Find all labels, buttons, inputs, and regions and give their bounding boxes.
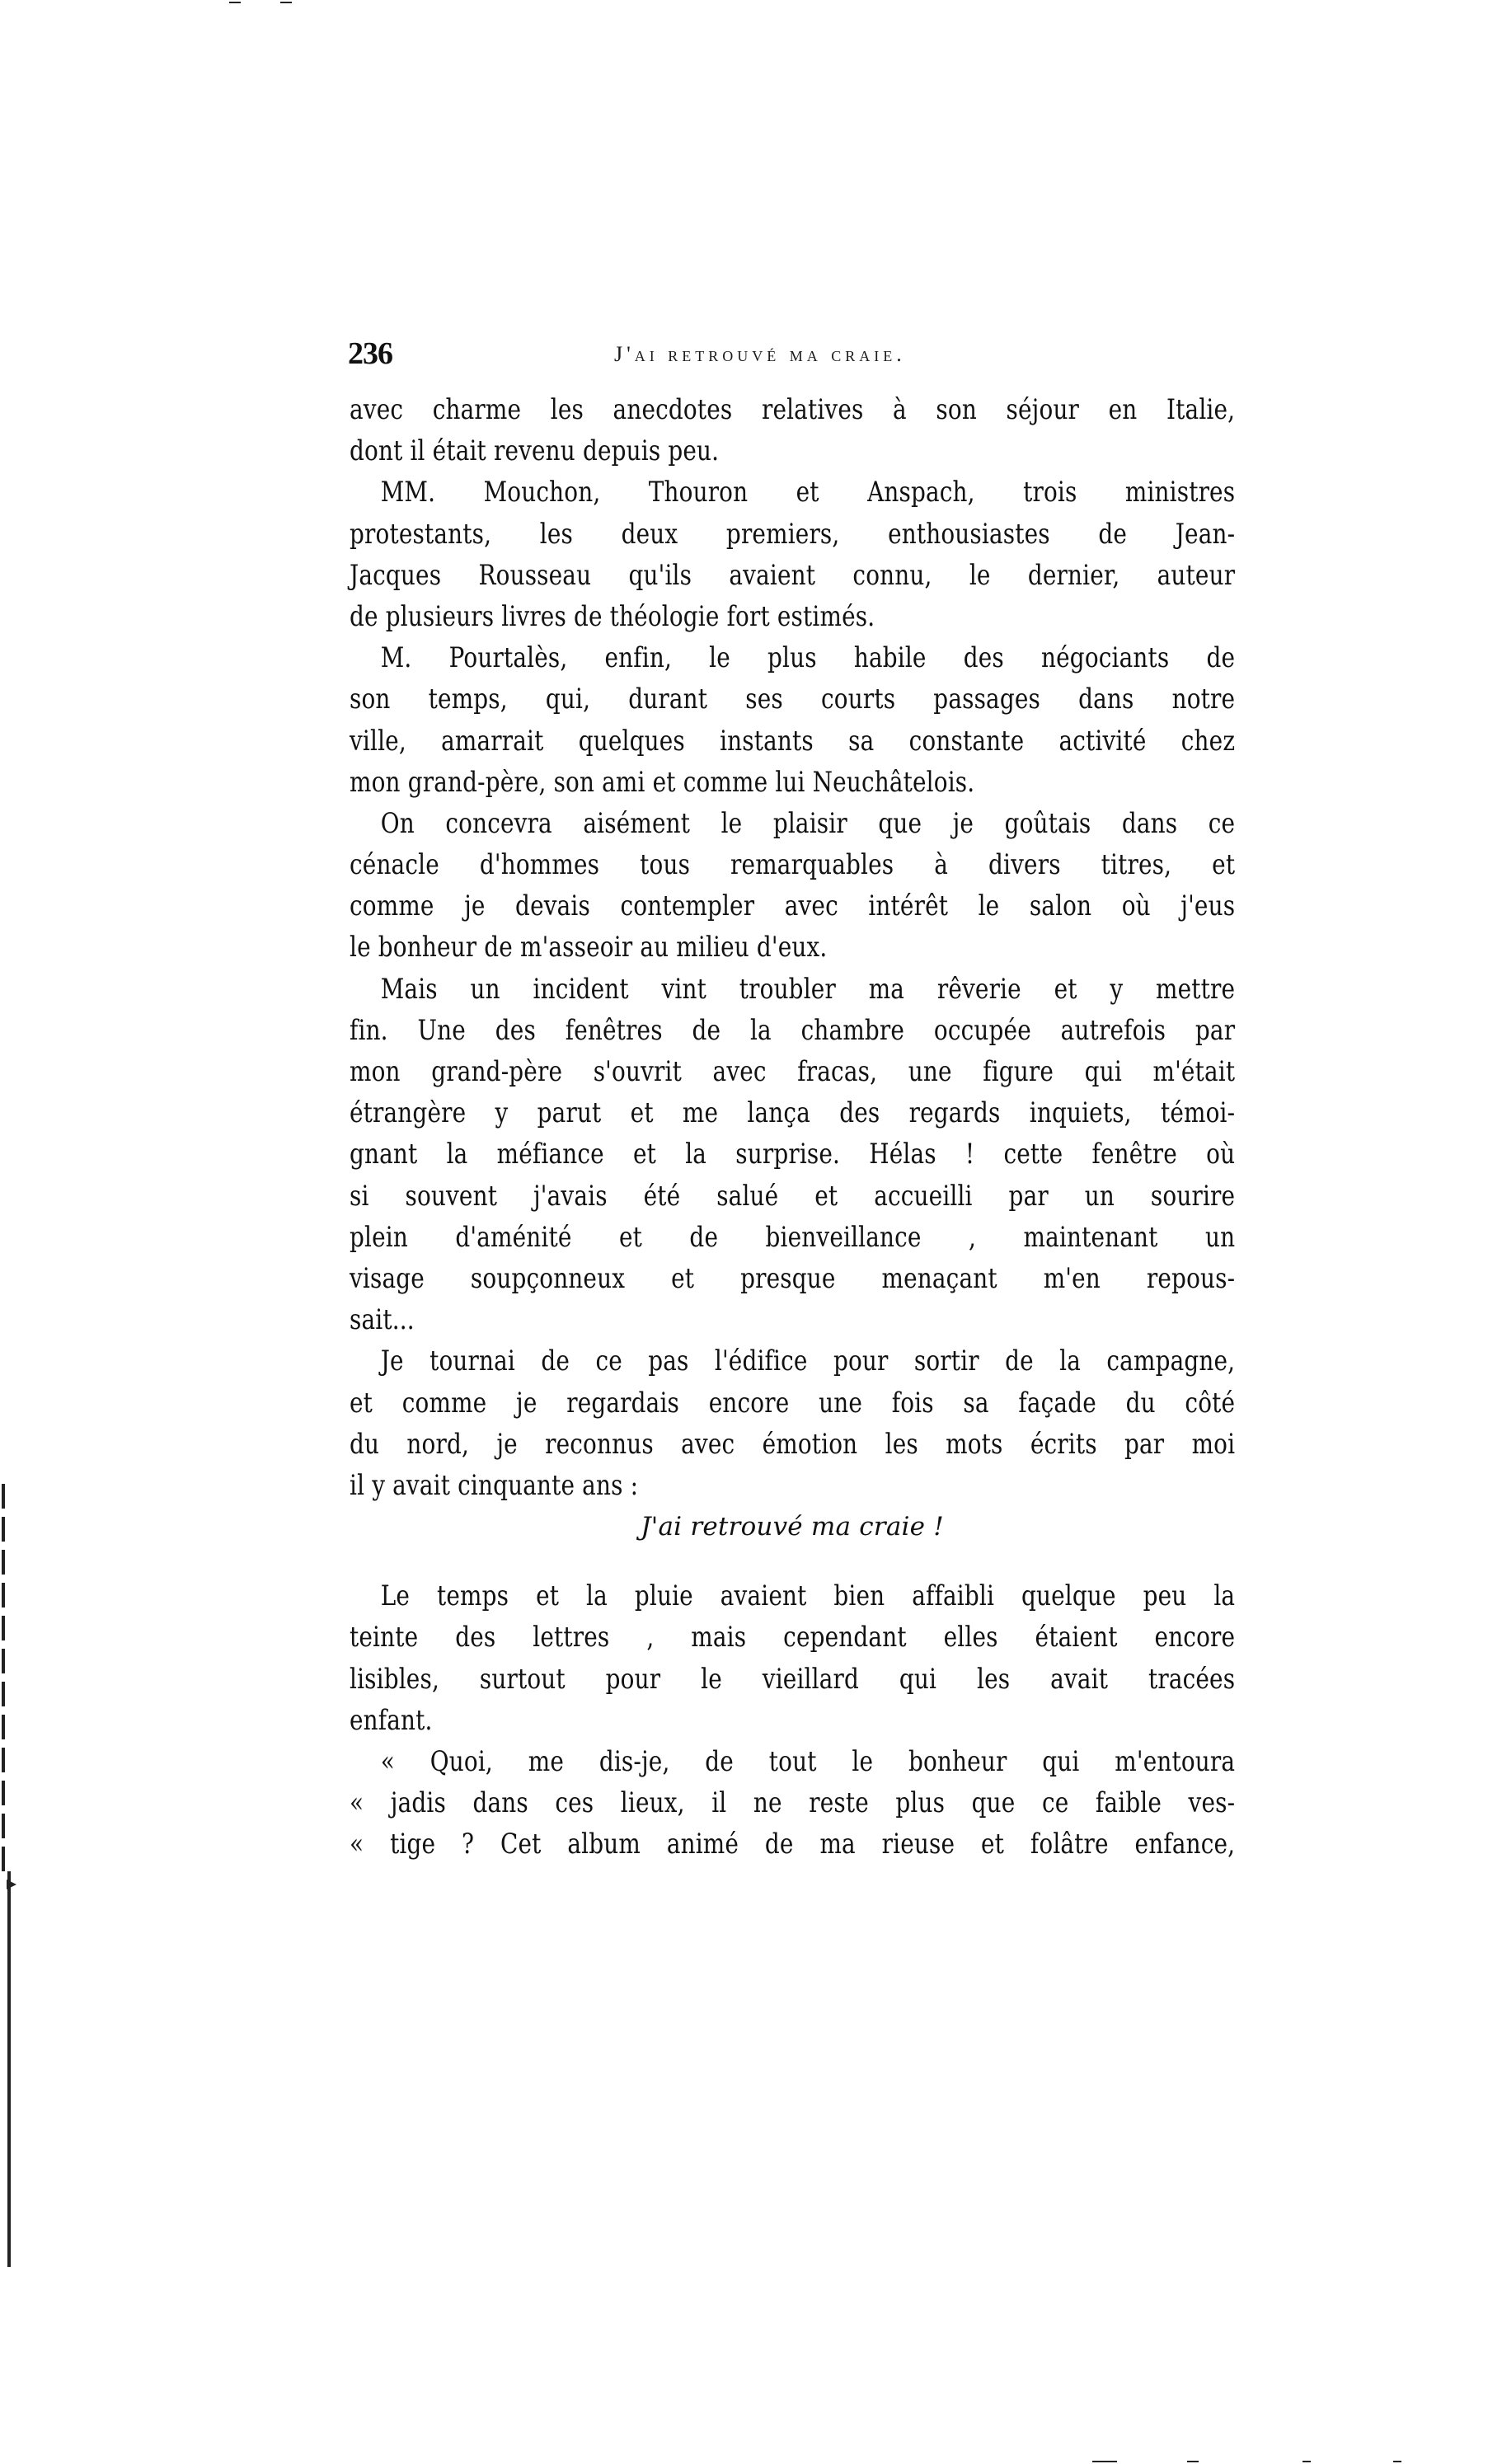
text-line: M. Pourtalès, enfin, le plus habile des négociants de	[380, 641, 1236, 675]
body-text	[350, 389, 1235, 1866]
text-line: teinte des lettres , mais cependant elles étaient encore	[350, 1621, 1236, 1654]
text-line: Jacques Rousseau qu'ils avaient connu, le dernier, auteur	[350, 558, 1236, 592]
text-line: et comme je regardais encore une fois sa façade du côté	[350, 1386, 1236, 1420]
text-lines-after-inscription	[350, 1575, 1235, 1865]
text-line: lisibles, surtout pour le vieillard qui les avait tracées	[350, 1662, 1236, 1696]
text-line: visage soupçonneux et presque menaçant m'en repous-	[350, 1261, 1236, 1295]
text-line: mon grand-père s'ouvrit avec fracas, une figure qui m'était	[350, 1055, 1236, 1088]
text-line: avec charme les anecdotes relatives à son séjour en Italie,	[350, 393, 1236, 426]
page-number: 236	[348, 336, 392, 371]
blank-space	[350, 1547, 1235, 1575]
text-line: de plusieurs livres de théologie fort estimés.	[350, 599, 875, 633]
text-line: cénacle d'hommes tous remarquables à divers titres, et	[350, 848, 1236, 882]
scan-artifact-bottom-4	[1393, 2461, 1401, 2462]
text-line: étrangère y parut et me lança des regards inquiets, témoi-	[350, 1096, 1236, 1130]
text-line: si souvent j'avais été salué et accueilli par un sourire	[350, 1179, 1236, 1213]
text-line: sait...	[350, 1303, 415, 1337]
text-line: « jadis dans ces lieux, il ne reste plus que ce faible ves-	[350, 1786, 1236, 1820]
text-line: ville, amarrait quelques instants sa constante activité chez	[350, 724, 1236, 758]
text-line: Mais un incident vint troubler ma rêverie et y mettre	[380, 972, 1236, 1006]
text-line: Je tournai de ce pas l'édifice pour sortir de la campagne,	[380, 1345, 1236, 1378]
text-line: enfant.	[350, 1703, 433, 1737]
running-title: J'ai retrouvé ma craie.	[614, 342, 906, 366]
text-line: MM. Mouchon, Thouron et Anspach, trois ministres	[380, 476, 1236, 509]
text-line: gnant la méfiance et la surprise. Hélas ! cette fenêtre où	[350, 1138, 1236, 1171]
text-line: plein d'aménité et de bienveillance , maintenant un	[350, 1220, 1236, 1254]
text-line: dont il était revenu depuis peu.	[350, 434, 720, 468]
text-line: « tige ? Cet album animé de ma rieuse et folâtre enfance,	[350, 1828, 1236, 1861]
text-line: Le temps et la pluie avaient bien affaibli quelque peu la	[380, 1579, 1236, 1613]
text-line: son temps, qui, durant ses courts passages dans notre	[350, 683, 1236, 716]
scan-artifact-top-1	[229, 2, 241, 3]
text-line: mon grand-père, son ami et comme lui Neuchâtelois.	[350, 765, 975, 799]
scan-artifact-bottom-1	[1092, 2461, 1117, 2462]
inscription-line: J'ai retrouvé ma craie !	[641, 1512, 944, 1542]
scan-artifact-bottom-3	[1303, 2461, 1311, 2462]
text-line: « Quoi, me dis-je, de tout le bonheur qui m'entoura	[380, 1745, 1236, 1778]
text-line: fin. Une des fenêtres de la chambre occupée autrefois par	[350, 1013, 1236, 1047]
text-line: On concevra aisément le plaisir que je goûtais dans ce	[380, 806, 1236, 840]
text-line: comme je devais contempler avec intérêt le salon où j'eus	[350, 889, 1236, 923]
text-line: protestants, les deux premiers, enthousiastes de Jean-	[350, 517, 1236, 551]
text-line: du nord, je reconnus avec émotion les mots écrits par moi	[350, 1427, 1236, 1461]
margin-scan-line	[2, 1484, 5, 1871]
scan-artifact-bottom-2	[1187, 2461, 1199, 2462]
text-line: le bonheur de m'asseoir au milieu d'eux.	[350, 931, 828, 964]
running-head	[348, 333, 1237, 374]
text-line: il y avait cinquante ans :	[350, 1468, 639, 1502]
text-lines-before-inscription	[350, 389, 1235, 1506]
margin-scan-line-lower	[7, 1871, 11, 2267]
scan-artifact-top-2	[280, 2, 292, 3]
margin-notch-mark	[7, 1880, 16, 1889]
